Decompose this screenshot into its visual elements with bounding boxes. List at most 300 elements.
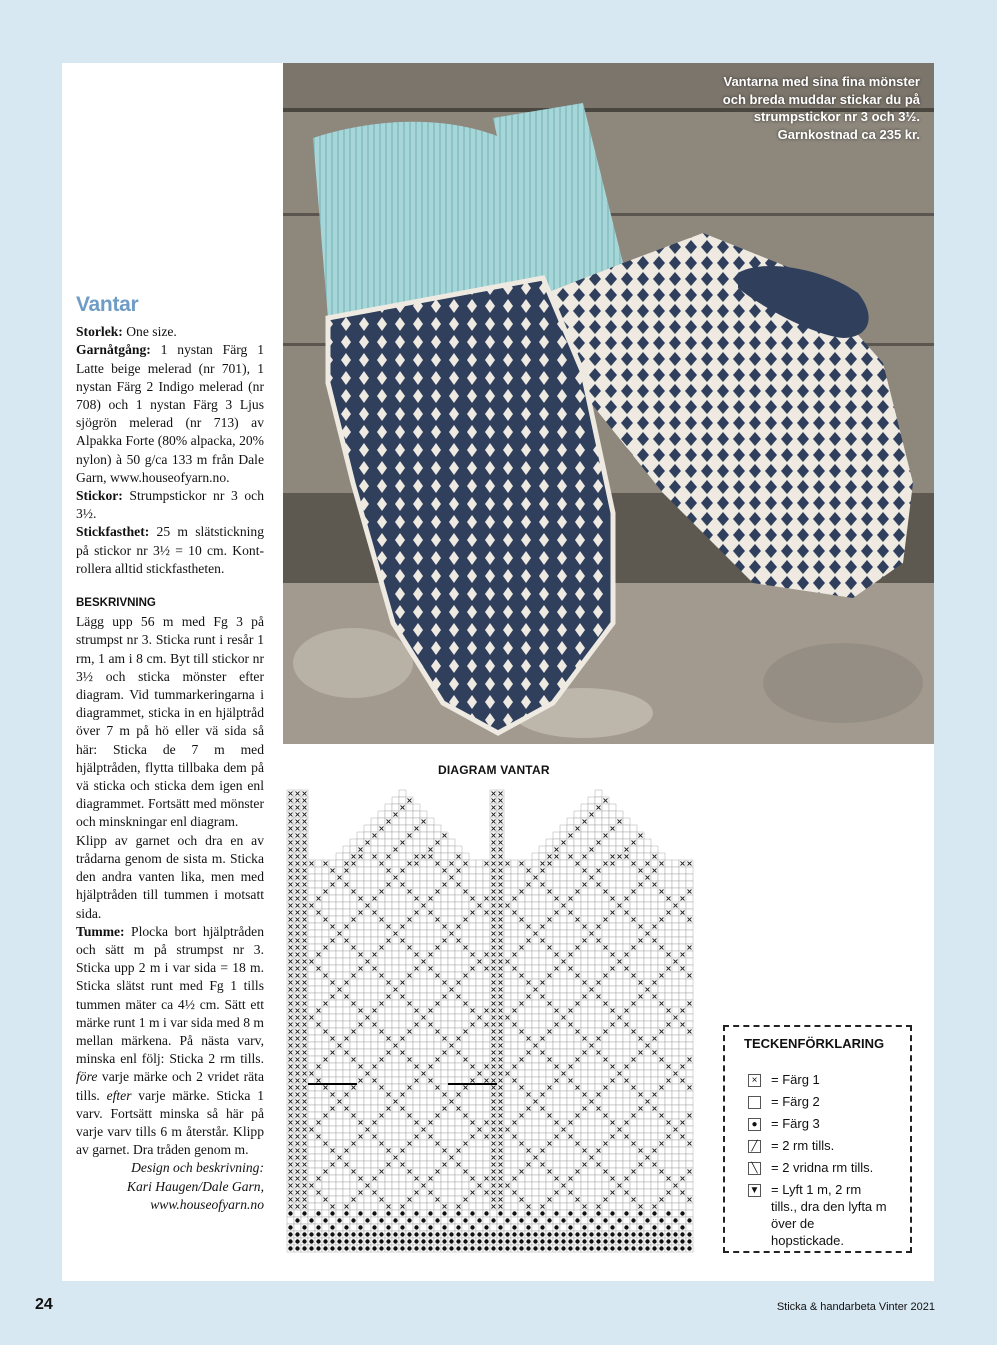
farg3-stitch — [456, 1246, 460, 1250]
farg3-stitch — [561, 1218, 565, 1222]
chart-cell — [455, 1077, 462, 1084]
chart-cell — [364, 832, 371, 839]
farg3-stitch — [638, 1225, 642, 1229]
chart-cell — [392, 853, 399, 860]
chart-cell — [539, 1189, 546, 1196]
chart-cell — [686, 1021, 693, 1028]
chart-cell — [539, 1077, 546, 1084]
chart-cell — [413, 993, 420, 1000]
chart-cell — [455, 1175, 462, 1182]
chart-cell — [609, 867, 616, 874]
chart-cell — [581, 965, 588, 972]
chart-cell — [504, 937, 511, 944]
chart-cell — [574, 1133, 581, 1140]
chart-cell — [364, 1189, 371, 1196]
chart-cell — [483, 1028, 490, 1035]
chart-cell — [308, 1035, 315, 1042]
chart-cell — [413, 881, 420, 888]
chart-cell — [378, 811, 385, 818]
chart-cell — [322, 965, 329, 972]
chart-cell — [336, 1014, 343, 1021]
chart-cell — [595, 797, 602, 804]
chart-cell — [553, 1084, 560, 1091]
chart-cell — [364, 986, 371, 993]
chart-cell — [595, 853, 602, 860]
chart-cell — [595, 790, 602, 797]
farg3-stitch — [631, 1218, 635, 1222]
chart-cell — [392, 937, 399, 944]
chart-cell — [364, 846, 371, 853]
chart-cell — [644, 1028, 651, 1035]
chart-cell — [616, 1224, 623, 1231]
chart-cell — [560, 1133, 567, 1140]
chart-cell — [686, 1042, 693, 1049]
chart-cell — [392, 1077, 399, 1084]
chart-cell — [644, 881, 651, 888]
chart-cell — [455, 1189, 462, 1196]
chart-cell — [644, 839, 651, 846]
farg3-stitch — [393, 1246, 397, 1250]
chart-cell — [434, 1042, 441, 1049]
description-paragraph-1: Lägg upp 56 m med Fg 3 på strumpst nr 3. Sticka runt i resår 1 rm, 1 am i 8 cm. Byt till stickor nr 3½ och sticka mönster efter diagram. Vid tummarkeringarna i diagrammet, sticka in en hjälptråd över 7 m på hö eller vä sida så här: Sticka de 7 m med hjälptråden, flytta tillbaka dem på vä sticka och sticka dem igen enl diagrammet. Fortsätt med mönster och minskningar enl diagram. — [76, 614, 264, 830]
chart-cell — [364, 972, 371, 979]
chart-cell — [546, 867, 553, 874]
chart-cell — [532, 1224, 539, 1231]
chart-cell — [336, 916, 343, 923]
chart-cell — [378, 1042, 385, 1049]
chart-cell — [315, 944, 322, 951]
chart-cell — [658, 923, 665, 930]
chart-cell — [336, 1224, 343, 1231]
chart-cell — [567, 979, 574, 986]
farg3-stitch — [491, 1232, 495, 1236]
chart-cell — [413, 1140, 420, 1147]
chart-cell — [350, 951, 357, 958]
chart-cell — [469, 902, 476, 909]
chart-cell — [476, 979, 483, 986]
chart-cell — [406, 1182, 413, 1189]
chart-cell — [413, 1091, 420, 1098]
chart-cell — [511, 993, 518, 1000]
chart-cell — [518, 902, 525, 909]
chart-cell — [364, 1196, 371, 1203]
chart-cell — [364, 1140, 371, 1147]
chart-cell — [532, 1091, 539, 1098]
chart-cell — [364, 993, 371, 1000]
chart-cell — [322, 1147, 329, 1154]
chart-cell — [448, 1182, 455, 1189]
chart-cell — [658, 1203, 665, 1210]
chart-cell — [651, 972, 658, 979]
chart-cell — [609, 1196, 616, 1203]
chart-cell — [364, 1084, 371, 1091]
chart-cell — [637, 1014, 644, 1021]
chart-cell — [581, 1154, 588, 1161]
chart-cell — [441, 1126, 448, 1133]
chart-cell — [413, 916, 420, 923]
chart-cell — [595, 1217, 602, 1224]
chart-cell — [630, 1035, 637, 1042]
chart-cell — [315, 867, 322, 874]
chart-cell — [602, 986, 609, 993]
farg3-stitch — [470, 1232, 474, 1236]
chart-cell — [427, 1126, 434, 1133]
chart-cell — [651, 1175, 658, 1182]
chart-cell — [602, 1035, 609, 1042]
chart-cell — [455, 895, 462, 902]
chart-cell — [378, 1105, 385, 1112]
farg3-stitch — [610, 1239, 614, 1243]
chart-cell — [511, 1028, 518, 1035]
chart-cell — [350, 909, 357, 916]
chart-cell — [658, 1021, 665, 1028]
chart-cell — [532, 916, 539, 923]
chart-cell — [308, 916, 315, 923]
chart-cell — [385, 895, 392, 902]
chart-cell — [462, 1154, 469, 1161]
chart-cell — [679, 1154, 686, 1161]
chart-cell — [679, 993, 686, 1000]
chart-cell — [644, 1007, 651, 1014]
chart-cell — [406, 1154, 413, 1161]
chart-cell — [623, 888, 630, 895]
chart-cell — [343, 944, 350, 951]
chart-cell — [462, 1182, 469, 1189]
chart-cell — [371, 944, 378, 951]
chart-cell — [560, 1000, 567, 1007]
chart-cell — [630, 1147, 637, 1154]
chart-cell — [588, 1056, 595, 1063]
chart-cell — [462, 923, 469, 930]
chart-cell — [679, 1091, 686, 1098]
chart-cell — [616, 972, 623, 979]
farg3-stitch — [638, 1232, 642, 1236]
chart-cell — [504, 1077, 511, 1084]
chart-cell — [392, 909, 399, 916]
chart-cell — [357, 1035, 364, 1042]
chart-cell — [644, 1000, 651, 1007]
chart-cell — [441, 1196, 448, 1203]
chart-cell — [553, 1098, 560, 1105]
chart-cell — [609, 881, 616, 888]
chart-cell — [392, 888, 399, 895]
chart-cell — [385, 804, 392, 811]
chart-cell — [350, 895, 357, 902]
chart-cell — [336, 951, 343, 958]
chart-cell — [329, 1042, 336, 1049]
chart-cell — [651, 1098, 658, 1105]
chart-cell — [483, 867, 490, 874]
chart-cell — [378, 1091, 385, 1098]
chart-cell — [399, 965, 406, 972]
chart-cell — [672, 993, 679, 1000]
chart-cell — [483, 1154, 490, 1161]
chart-cell — [686, 1119, 693, 1126]
chart-cell — [644, 944, 651, 951]
farg3-stitch — [547, 1246, 551, 1250]
chart-cell — [665, 1154, 672, 1161]
chart-cell — [378, 1014, 385, 1021]
farg3-stitch — [652, 1225, 656, 1229]
chart-cell — [434, 1189, 441, 1196]
chart-cell — [350, 1210, 357, 1217]
chart-cell — [651, 909, 658, 916]
chart-cell — [455, 888, 462, 895]
chart-cell — [308, 1161, 315, 1168]
chart-cell — [378, 1077, 385, 1084]
chart-cell — [343, 972, 350, 979]
chart-cell — [518, 1014, 525, 1021]
farg3-stitch — [596, 1232, 600, 1236]
farg3-stitch — [638, 1211, 642, 1215]
chart-cell — [665, 1161, 672, 1168]
chart-cell — [462, 1014, 469, 1021]
chart-cell — [672, 860, 679, 867]
chart-cell — [371, 986, 378, 993]
chart-cell — [364, 881, 371, 888]
chart-cell — [574, 1091, 581, 1098]
chart-cell — [322, 1035, 329, 1042]
chart-cell — [469, 1217, 476, 1224]
chart-cell — [679, 937, 686, 944]
chart-cell — [385, 1182, 392, 1189]
chart-cell — [686, 1126, 693, 1133]
farg3-stitch — [652, 1211, 656, 1215]
chart-cell — [553, 916, 560, 923]
chart-cell — [602, 1126, 609, 1133]
chart-cell — [553, 1126, 560, 1133]
chart-cell — [413, 972, 420, 979]
chart-cell — [630, 1077, 637, 1084]
farg3-stitch — [561, 1239, 565, 1243]
mittens-illustration — [283, 63, 934, 744]
farg3-stitch — [666, 1239, 670, 1243]
chart-cell — [476, 1049, 483, 1056]
chart-cell — [378, 1224, 385, 1231]
chart-cell — [630, 1126, 637, 1133]
farg3-stitch — [589, 1218, 593, 1222]
chart-cell — [322, 1189, 329, 1196]
chart-cell — [539, 1098, 546, 1105]
farg3-stitch — [323, 1246, 327, 1250]
chart-cell — [462, 986, 469, 993]
chart-cell — [329, 1175, 336, 1182]
chart-cell — [539, 853, 546, 860]
chart-cell — [364, 1063, 371, 1070]
chart-cell — [476, 1105, 483, 1112]
chart-cell — [343, 1042, 350, 1049]
chart-cell — [595, 832, 602, 839]
chart-cell — [315, 1042, 322, 1049]
chart-cell — [378, 1189, 385, 1196]
chart-cell — [658, 937, 665, 944]
chart-cell — [434, 881, 441, 888]
chart-cell — [609, 1098, 616, 1105]
chart-cell — [630, 1063, 637, 1070]
chart-cell — [511, 1035, 518, 1042]
chart-cell — [644, 1063, 651, 1070]
chart-cell — [434, 930, 441, 937]
farg3-stitch — [421, 1232, 425, 1236]
chart-cell — [672, 1112, 679, 1119]
chart-cell — [686, 937, 693, 944]
chart-cell — [350, 1007, 357, 1014]
chart-cell — [385, 951, 392, 958]
farg3-stitch — [302, 1211, 306, 1215]
chart-cell — [392, 1119, 399, 1126]
chart-cell — [665, 972, 672, 979]
chart-cell — [539, 1168, 546, 1175]
farg3-stitch — [288, 1225, 292, 1229]
chart-cell — [329, 1196, 336, 1203]
chart-cell — [427, 832, 434, 839]
chart-cell — [406, 1224, 413, 1231]
chart-cell — [420, 909, 427, 916]
chart-cell — [385, 1098, 392, 1105]
chart-cell — [651, 1196, 658, 1203]
slash-right-icon: ╱ — [748, 1140, 761, 1153]
chart-cell — [665, 1217, 672, 1224]
chart-cell — [350, 1224, 357, 1231]
chart-cell — [567, 1203, 574, 1210]
chart-cell — [658, 1119, 665, 1126]
chart-cell — [602, 1070, 609, 1077]
chart-cell — [392, 951, 399, 958]
chart-cell — [336, 1126, 343, 1133]
chart-cell — [658, 1105, 665, 1112]
chart-cell — [441, 1182, 448, 1189]
chart-cell — [350, 1161, 357, 1168]
farg3-stitch — [610, 1232, 614, 1236]
chart-cell — [455, 1140, 462, 1147]
chart-cell — [392, 895, 399, 902]
chart-cell — [595, 909, 602, 916]
chart-cell — [616, 895, 623, 902]
farg3-stitch — [582, 1239, 586, 1243]
chart-cell — [539, 1126, 546, 1133]
chart-cell — [511, 881, 518, 888]
chart-cell — [504, 1084, 511, 1091]
chart-cell — [665, 1014, 672, 1021]
chart-cell — [399, 972, 406, 979]
chart-cell — [511, 1084, 518, 1091]
chart-cell — [371, 1168, 378, 1175]
chart-cell — [623, 972, 630, 979]
chart-cell — [651, 888, 658, 895]
chart-cell — [322, 1070, 329, 1077]
chart-cell — [385, 1000, 392, 1007]
chart-cell — [630, 825, 637, 832]
chart-cell — [504, 881, 511, 888]
chart-cell — [672, 1077, 679, 1084]
chart-cell — [567, 1000, 574, 1007]
chart-cell — [623, 1140, 630, 1147]
chart-cell — [651, 1182, 658, 1189]
chart-cell — [399, 1028, 406, 1035]
chart-cell — [329, 1182, 336, 1189]
chart-cell — [574, 1105, 581, 1112]
chart-cell — [637, 1077, 644, 1084]
chart-cell — [350, 839, 357, 846]
farg3-stitch — [400, 1239, 404, 1243]
farg3-stitch — [561, 1232, 565, 1236]
chart-cell — [532, 937, 539, 944]
chart-cell — [371, 1056, 378, 1063]
chart-cell — [595, 874, 602, 881]
chart-cell — [399, 1014, 406, 1021]
chart-cell — [420, 811, 427, 818]
chart-cell — [532, 951, 539, 958]
chart-cell — [609, 1168, 616, 1175]
chart-cell — [679, 1203, 686, 1210]
chart-cell — [581, 1133, 588, 1140]
chart-cell — [483, 888, 490, 895]
chart-cell — [588, 1196, 595, 1203]
chart-cell — [560, 930, 567, 937]
chart-cell — [553, 902, 560, 909]
chart-cell — [448, 1189, 455, 1196]
farg3-stitch — [498, 1239, 502, 1243]
chart-cell — [441, 944, 448, 951]
chart-cell — [462, 1021, 469, 1028]
chart-cell — [651, 1070, 658, 1077]
chart-cell — [623, 860, 630, 867]
chart-cell — [336, 1119, 343, 1126]
chart-cell — [644, 1014, 651, 1021]
chart-cell — [553, 1105, 560, 1112]
chart-cell — [679, 1147, 686, 1154]
chart-cell — [350, 1098, 357, 1105]
chart-cell — [518, 1007, 525, 1014]
chart-cell — [399, 1175, 406, 1182]
chart-cell — [448, 1014, 455, 1021]
chart-cell — [441, 902, 448, 909]
chart-cell — [455, 1168, 462, 1175]
chart-cell — [420, 986, 427, 993]
chart-cell — [343, 1196, 350, 1203]
chart-cell — [609, 1028, 616, 1035]
chart-cell — [616, 832, 623, 839]
chart-cell — [434, 951, 441, 958]
chart-cell — [378, 1063, 385, 1070]
chart-cell — [686, 1091, 693, 1098]
chart-cell — [357, 1154, 364, 1161]
chart-cell — [448, 1063, 455, 1070]
chart-cell — [329, 1077, 336, 1084]
chart-cell — [609, 1182, 616, 1189]
chart-cell — [616, 1056, 623, 1063]
chart-cell — [546, 1224, 553, 1231]
farg3-stitch — [344, 1225, 348, 1229]
chart-cell — [469, 1196, 476, 1203]
chart-cell — [371, 818, 378, 825]
chart-cell — [651, 1126, 658, 1133]
chart-cell — [413, 1014, 420, 1021]
chart-cell — [392, 944, 399, 951]
chart-cell — [637, 1028, 644, 1035]
chart-cell — [546, 937, 553, 944]
chart-cell — [525, 1175, 532, 1182]
chart-cell — [462, 1070, 469, 1077]
chart-cell — [350, 1091, 357, 1098]
chart-cell — [546, 1189, 553, 1196]
farg3-stitch — [428, 1211, 432, 1215]
chart-cell — [686, 1189, 693, 1196]
chart-cell — [448, 958, 455, 965]
chart-cell — [532, 860, 539, 867]
chart-cell — [483, 874, 490, 881]
chart-cell — [672, 944, 679, 951]
